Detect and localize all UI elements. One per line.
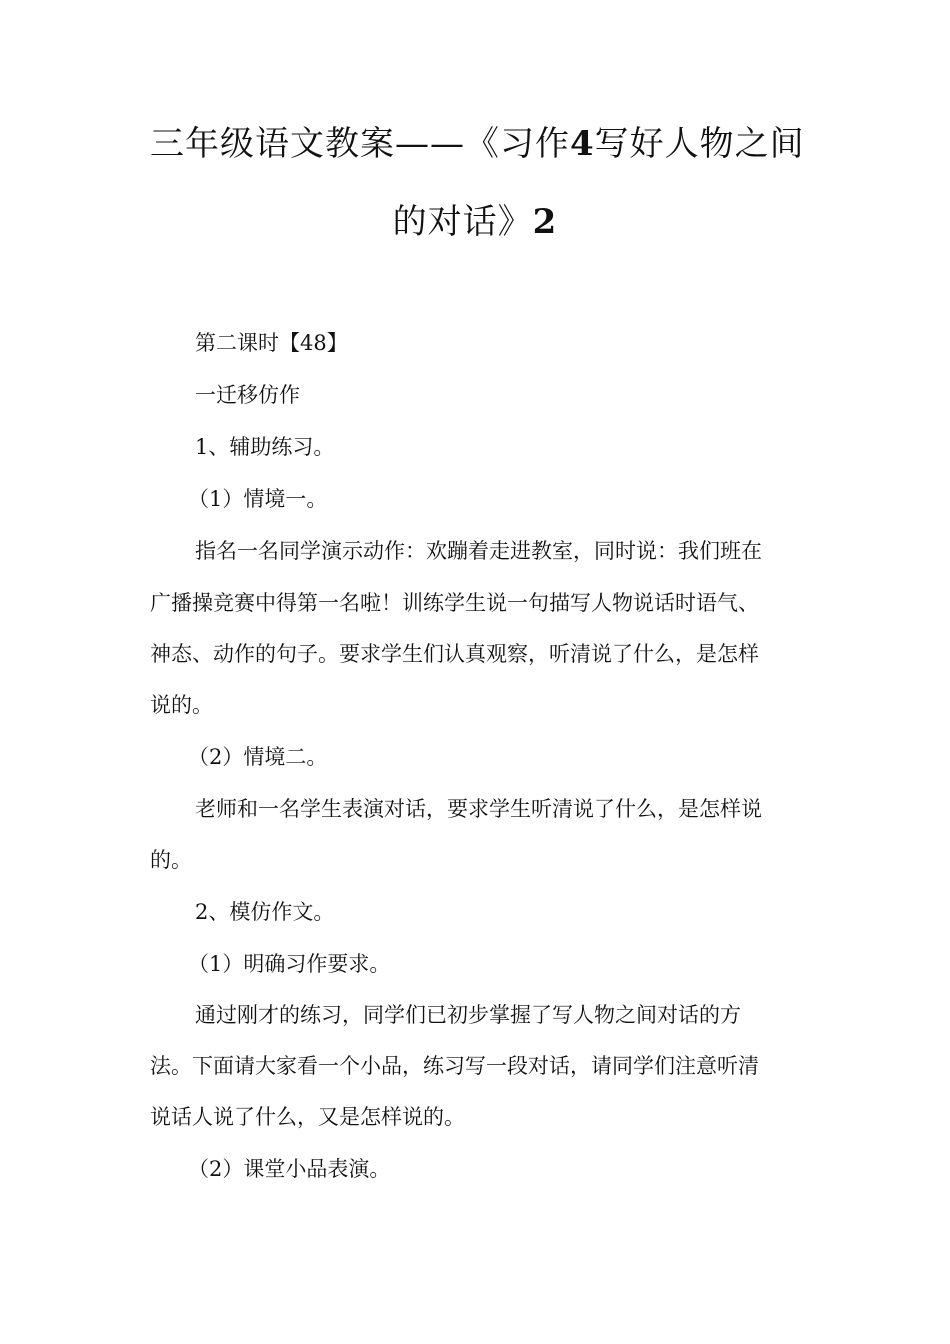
- title-text-1b: 写好人物之间: [594, 124, 805, 164]
- title-number-1: 4: [570, 124, 595, 164]
- title-text-2a: 的对话》: [392, 202, 533, 242]
- scenario-heading-2: （2）情境二。: [188, 745, 328, 769]
- requirement-heading: （1）明确习作要求。: [188, 952, 391, 976]
- paragraph-line: 法。下面请大家看一个小品，练习写一段对话，请同学们注意听清: [150, 1054, 759, 1078]
- paragraph-line: 通过刚才的练习，同学们已初步掌握了写人物之间对话的方: [195, 1003, 741, 1027]
- paragraph-line: 的。: [150, 848, 192, 872]
- title-text-1a: 三年级语文教案——《习作: [150, 124, 570, 164]
- paragraph-line: 广播操竞赛中得第一名啦！训练学生说一句描写人物说话时语气、: [150, 591, 759, 615]
- section-heading-1: 一迁移仿作: [195, 383, 300, 407]
- document-title-line-2: [150, 202, 800, 242]
- document-title-line-1: [150, 124, 805, 164]
- paragraph-line: 说的。: [150, 693, 213, 717]
- lesson-heading: 第二课时【48】: [195, 331, 348, 355]
- step-heading-1: 1、辅助练习。: [195, 435, 335, 459]
- title-number-2: 2: [532, 202, 558, 242]
- scenario-heading-1: （1）情境一。: [188, 487, 328, 511]
- paragraph-line: 老师和一名学生表演对话，要求学生听清说了什么，是怎样说: [195, 797, 762, 821]
- paragraph-line: 神态、动作的句子。要求学生们认真观察，听清说了什么，是怎样: [150, 642, 759, 666]
- paragraph-line: 指名一名同学演示动作：欢蹦着走进教室，同时说：我们班在: [195, 539, 762, 563]
- step-heading-2: 2、模仿作文。: [195, 900, 335, 924]
- skit-heading: （2）课堂小品表演。: [188, 1157, 391, 1181]
- paragraph-line: 说话人说了什么，又是怎样说的。: [150, 1105, 465, 1129]
